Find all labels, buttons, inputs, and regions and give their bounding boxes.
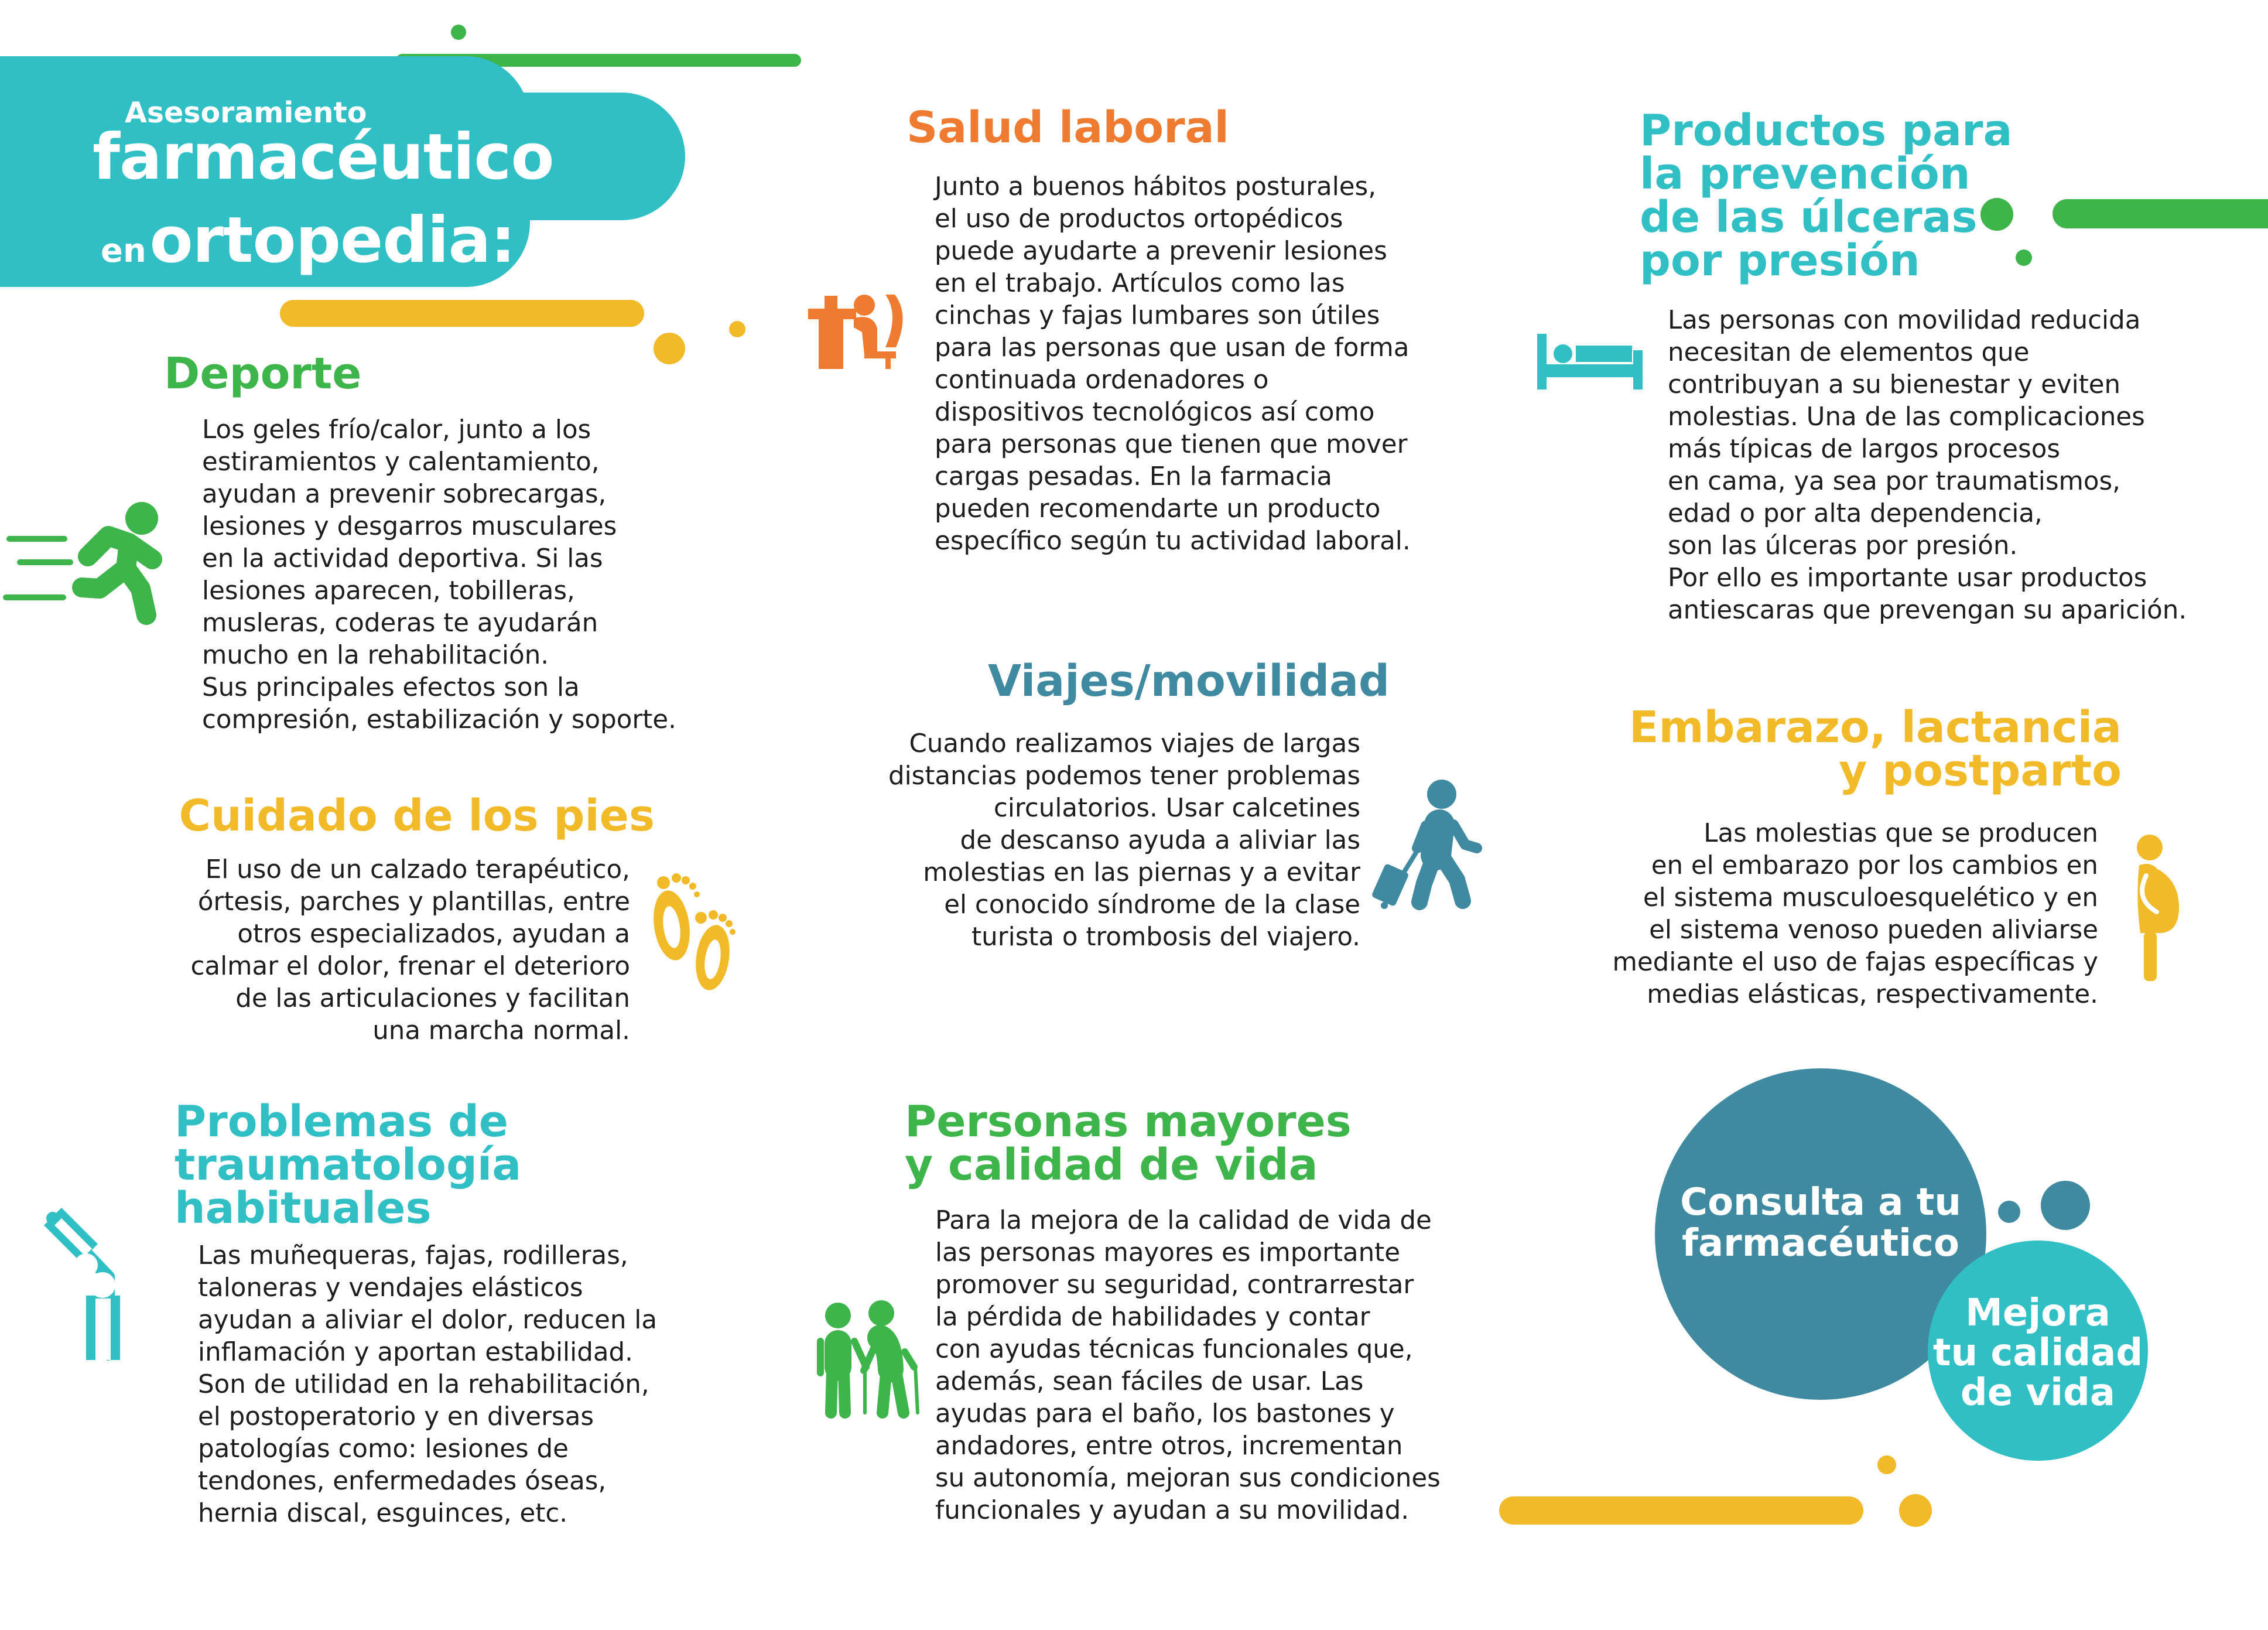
ulceras-body: Las personas con movilidad reducida necesitan de elementos que contribuyan a su bienestar y eviten molestias. Una de las complicaciones más típicas de largos procesos en cama, ya sea por traumatismos, edad o por alta dependencia, son las úlceras por presión. Por ello es importante usar productos antiescaras que prevengan su aparición. xyxy=(1668,306,2187,625)
decor-yellow-dot-small xyxy=(729,321,745,337)
decor-green-bar-right xyxy=(2053,199,2268,228)
viajes-body: Cuando realizamos viajes de largas distancias podemos tener problemas circulatorios. Usar calcetines de descanso ayuda a aliviar las molestias en las piernas y a evitar el conocido síndrome de la clase turista o trombosis del viajero. xyxy=(888,729,1360,952)
laboral-body: Junto a buenos hábitos posturales, el uso de productos ortopédicos puede ayudarte a prevenir lesiones en el trabajo. Artículos como las cinchas y fajas lumbares son útiles para las personas que usan de forma continuada ordenadores o dispositivos tecnológicos así como para personas que tienen que mover cargas pesadas. En la farmacia pueden recomendarte un producto específico según tu actividad laboral. xyxy=(935,172,1411,556)
decor-yellow-dot-bottom-large xyxy=(1899,1494,1932,1527)
header-small: Asesoramiento xyxy=(125,96,367,129)
decor-green-dot-right-small xyxy=(2016,250,2032,266)
decor-yellow-dot-large xyxy=(654,333,685,364)
header-big: farmacéutico xyxy=(93,121,554,194)
decor-yellow-dot-bottom-small xyxy=(1877,1455,1896,1474)
mayores-body: Para la mejora de la calidad de vida de las personas mayores es importante promover su seguridad, contrarrestar la pérdida de habilidades y contar con ayudas técnicas funcionales que, además, sean fáciles de usar. Las ayudas para el baño, los bastones y andadores, entre otros, incrementan su autonomía, mejoran sus condiciones funcionales y ayudan a su movilidad. xyxy=(935,1206,1441,1525)
embarazo-title: Embarazo, lactancia y postparto xyxy=(1629,702,2122,796)
pregnant-woman-icon xyxy=(2123,835,2187,981)
trauma-title: Problemas de traumatología habituales xyxy=(175,1096,522,1233)
viajes-title: Viajes/movilidad xyxy=(987,656,1390,706)
knee-joint-icon xyxy=(44,1208,143,1366)
pies-body: El uso de un calzado terapéutico, órtesis, parches y plantillas, entre otros especializados, ayudan a calmar el dolor, frenar el deterioro de las articulaciones y facilitan una marcha normal. xyxy=(190,855,630,1045)
laboral-title: Salud laboral xyxy=(906,102,1229,153)
mayores-title: Personas mayores y calidad de vida xyxy=(905,1096,1352,1190)
decor-yellow-bar-left xyxy=(280,300,644,327)
decor-blue-dot-small xyxy=(1998,1201,2020,1223)
deporte-body: Los geles frío/calor, junto a los estiramientos y calentamiento, ayudan a prevenir sobrecargas, lesiones y desgarros musculares en la actividad deportiva. Si las lesiones aparecen, tobilleras, musleras, coderas te ayudarán mucho en la rehabilitación. Sus principales efectos son la compresión, estabilización y soporte. xyxy=(202,415,676,734)
deporte-title: Deporte xyxy=(164,348,362,399)
ulceras-title: Productos para la prevención de las úlceras por presión xyxy=(1640,105,2013,286)
consulta-text: Consulta a tu farmacéutico xyxy=(1680,1181,1961,1265)
mejora-text: Mejora tu calidad de vida xyxy=(1932,1291,2143,1414)
header-banner xyxy=(0,56,685,287)
header-prefix: en xyxy=(101,232,146,270)
decor-blue-dot-large xyxy=(2041,1181,2090,1230)
traveler-icon xyxy=(1370,779,1487,908)
pies-title: Cuidado de los pies xyxy=(179,791,655,841)
office-worker-icon xyxy=(808,290,911,369)
runner-icon xyxy=(6,501,164,624)
decor-yellow-bar-bottom xyxy=(1499,1496,1863,1525)
trauma-body: Las muñequeras, fajas, rodilleras, taloneras y vendajes elásticos ayudan a aliviar el dolor, reducen la inflamación y aportan estabilidad. Son de utilidad en la rehabilitación, el postoperatorio y en diversas patologías como: lesiones de tendones, enfermedades óseas, hernia discal, esguinces, etc. xyxy=(198,1241,657,1528)
decor-green-dot-top xyxy=(451,25,466,40)
elderly-couple-icon xyxy=(817,1301,925,1416)
bed-icon xyxy=(1537,334,1643,389)
header-word: ortopedia: xyxy=(149,204,515,277)
footprints-icon xyxy=(647,870,741,999)
embarazo-body: Las molestias que se producen en el embarazo por los cambios en el sistema musculoesquelético y en el sistema venoso pueden aliviarse mediante el uso de fajas específicas y medias elásticas, respectivamente. xyxy=(1612,819,2098,1009)
